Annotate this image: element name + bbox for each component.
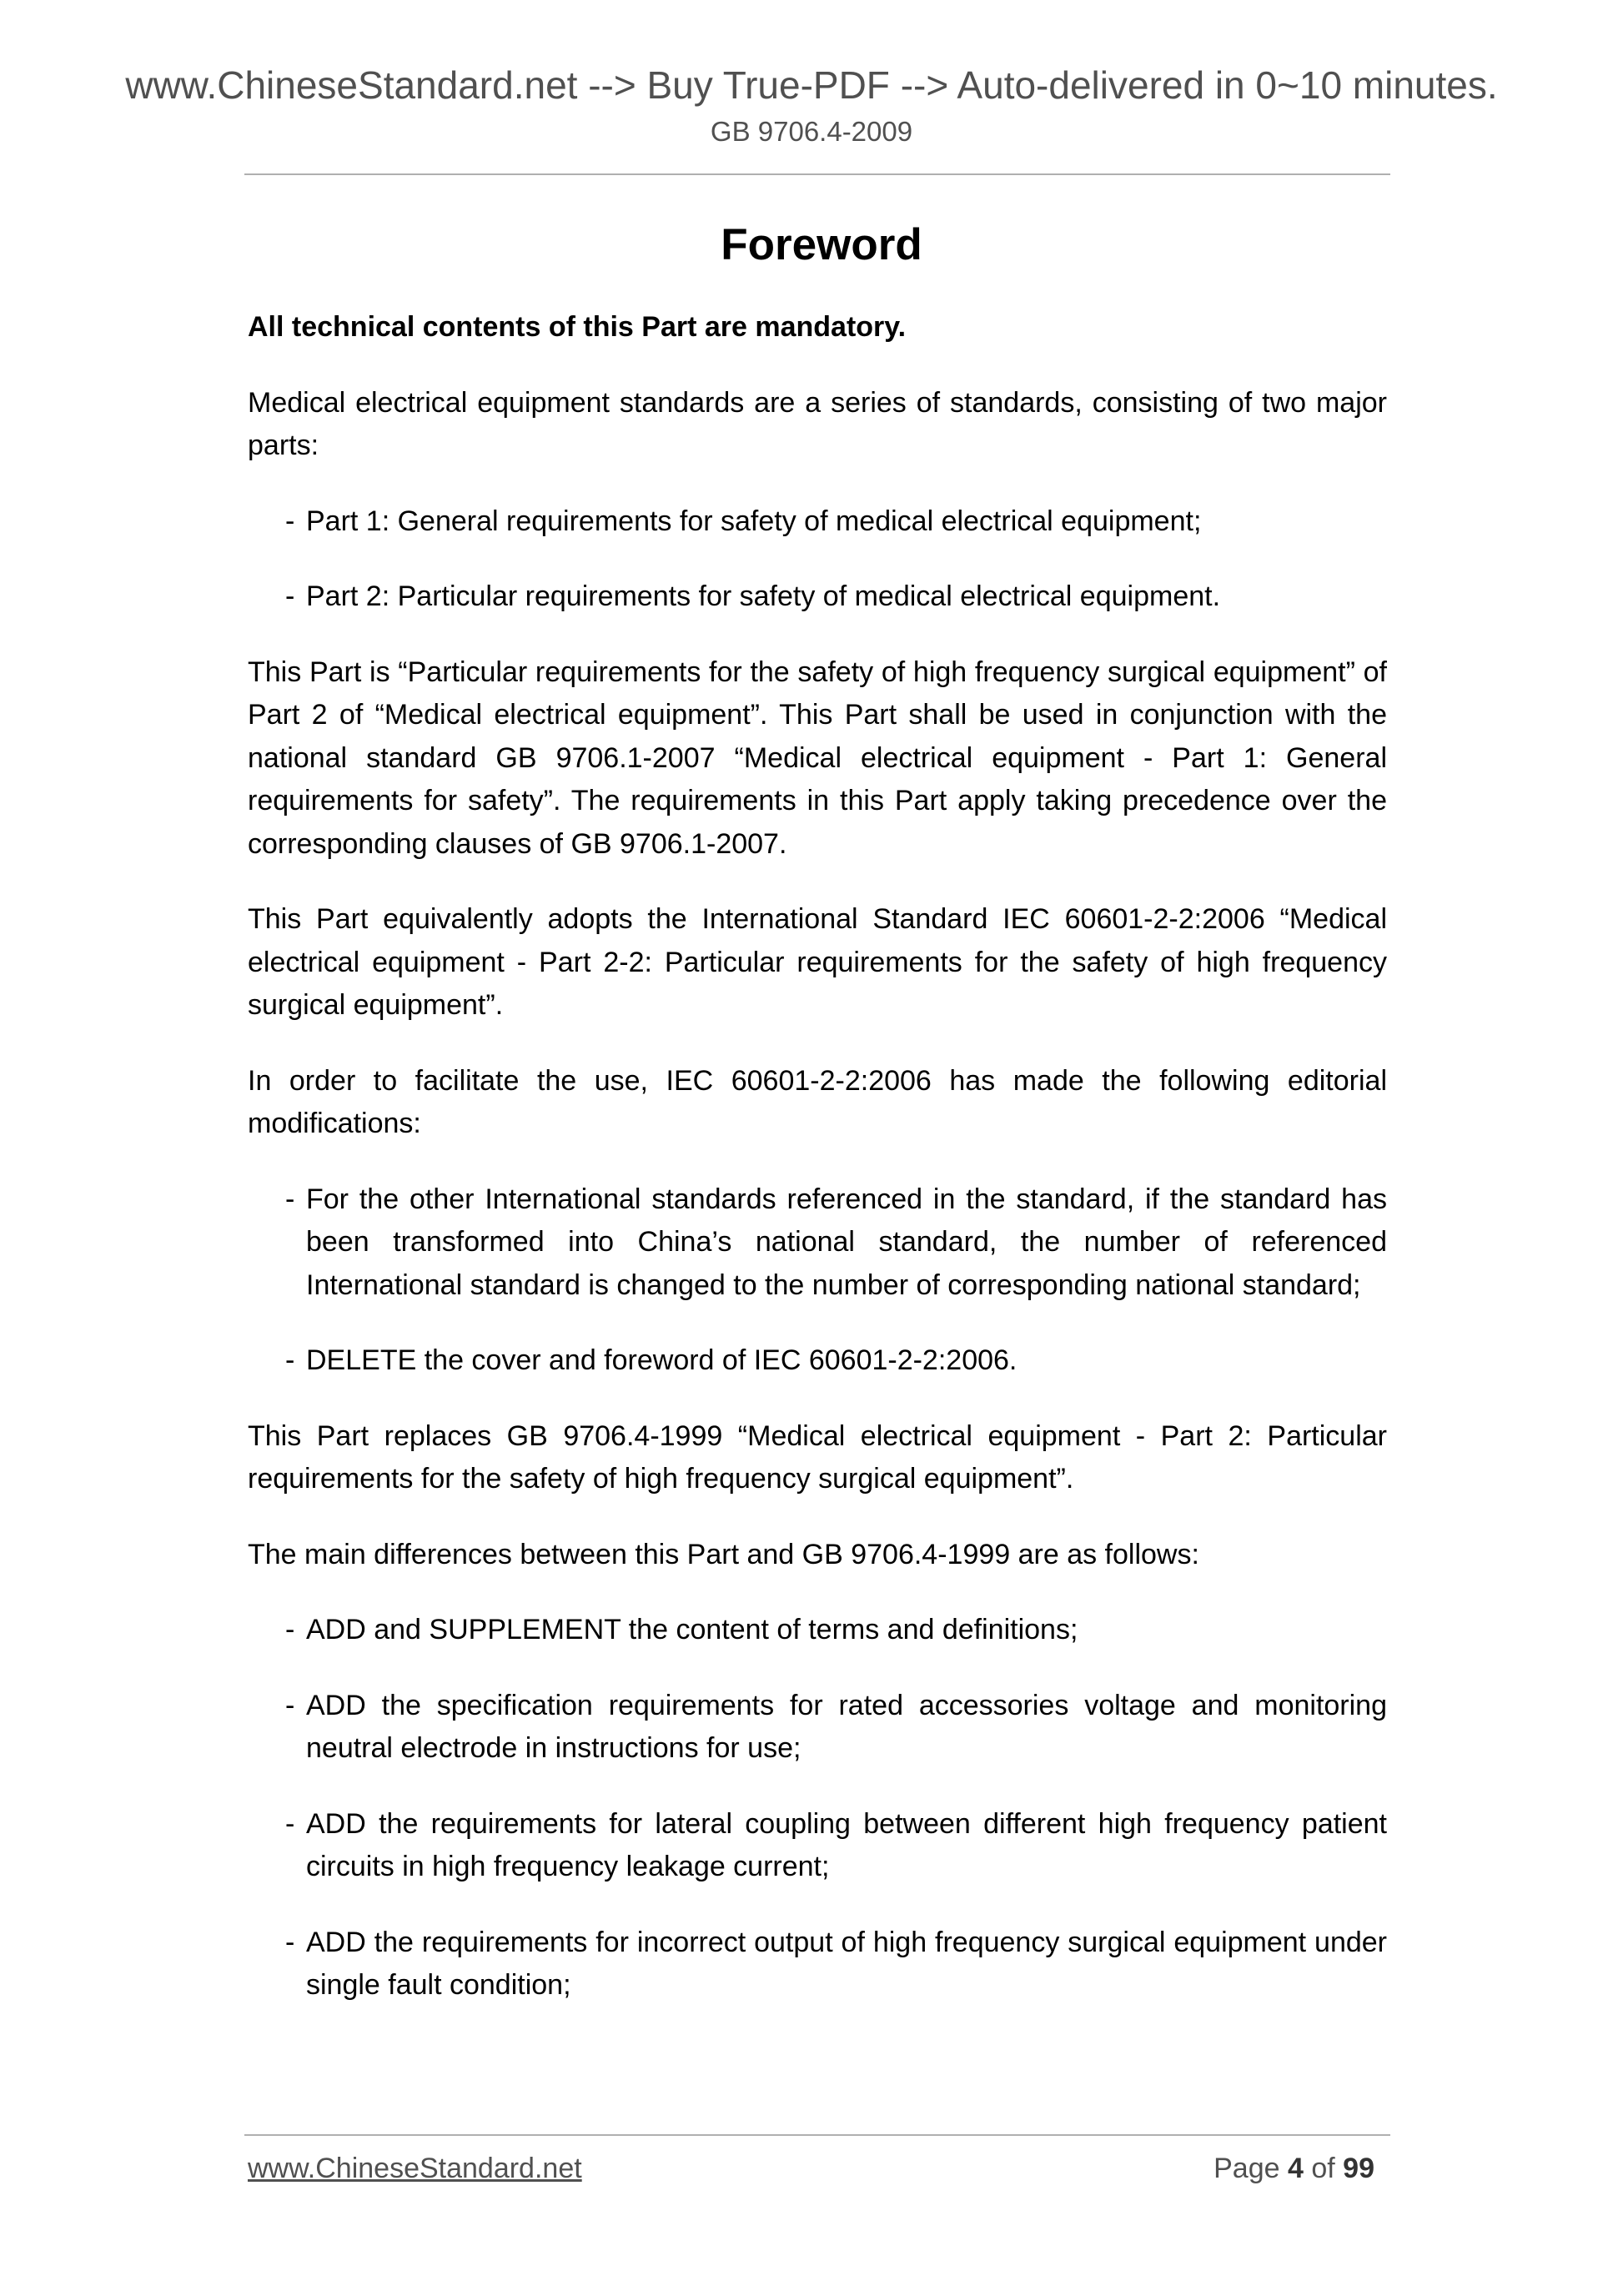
header-standard-id: GB 9706.4-2009 <box>710 116 913 147</box>
bullet-dash: - <box>285 505 295 537</box>
footer-site-link[interactable]: www.ChineseStandard.net <box>248 2153 582 2184</box>
list-item-difference-3 <box>248 1803 1387 1889</box>
bullet-dash: - <box>285 1344 295 1376</box>
list-item-text: ADD the requirements for lateral coupling between different high frequency patient circuits in high frequency leakage current; <box>306 1807 1387 1882</box>
bullet-dash: - <box>285 1614 295 1645</box>
paragraph-adoption: This Part equivalently adopts the International Standard IEC 60601-2-2:2006 “Medical electrical equipment - Part 2-2: Particular requirements for the safety of high frequency surgical equipment”. <box>248 903 1387 1021</box>
paragraph-replaces: This Part replaces GB 9706.4-1999 “Medical electrical equipment - Part 2: Particular requirements for the safety of high frequency surgical equipment”. <box>248 1419 1387 1495</box>
list-item-difference-2 <box>248 1685 1387 1771</box>
list-item-text: ADD and SUPPLEMENT the content of terms and definitions; <box>306 1614 1078 1645</box>
list-item-text: DELETE the cover and foreword of IEC 60601-2-2:2006. <box>306 1344 1018 1376</box>
paragraph-differences-intro: The main differences between this Part and GB 9706.4-1999 are as follows: <box>248 1538 1199 1570</box>
mandatory-statement: All technical contents of this Part are mandatory. <box>248 311 907 343</box>
list-item-text: Part 1: General requirements for safety of medical electrical equipment; <box>306 505 1202 537</box>
list-item-modification-2 <box>248 1339 1387 1383</box>
header-divider <box>244 173 1390 175</box>
list-item-part-2 <box>248 575 1387 619</box>
bullet-dash: - <box>285 580 295 612</box>
page-of: of <box>1311 2153 1335 2184</box>
paragraph-modifications-intro: In order to facilitate the use, IEC 60601-2-2:2006 has made the following editorial modifications: <box>248 1064 1387 1139</box>
bullet-dash: - <box>285 1689 295 1721</box>
footer-divider <box>244 2134 1390 2136</box>
paragraph-series-intro: Medical electrical equipment standards are a series of standards, consisting of two major parts: <box>248 386 1387 461</box>
page-indicator <box>1213 2150 1374 2187</box>
list-item-modification-1 <box>248 1178 1387 1308</box>
paragraph-scope: This Part is “Particular requirements for the safety of high frequency surgical equipment” of Part 2 of “Medical electrical equipment”. This Part shall be used in conjunction with the national standard GB 9706.1-2007 “Medical electrical equipment - Part 1: General requirements for safety”. The requirements in this Part apply taking precedence over the corresponding clauses of GB 9706.1-2007. <box>248 656 1387 860</box>
page-current: 4 <box>1287 2153 1304 2184</box>
list-item-text: For the other International standards referenced in the standard, if the standard has been transformed into China’s national standard, the number of referenced International standard is changed to the number of corresponding national standard; <box>306 1183 1387 1301</box>
list-item-text: Part 2: Particular requirements for safety of medical electrical equipment. <box>306 580 1221 612</box>
bullet-dash: - <box>285 1926 295 1958</box>
document-body <box>248 200 1387 2007</box>
list-item-text: ADD the requirements for incorrect output of high frequency surgical equipment under single fault condition; <box>306 1926 1387 2001</box>
bullet-dash: - <box>285 1807 295 1840</box>
list-item-difference-1 <box>248 1609 1387 1652</box>
page-title: Foreword <box>721 220 922 269</box>
list-item-text: ADD the specification requirements for rated accessories voltage and monitoring neutral electrode in instructions for use; <box>306 1689 1387 1764</box>
bullet-dash: - <box>285 1183 295 1215</box>
list-item-part-1 <box>248 500 1387 544</box>
list-item-difference-4 <box>248 1922 1387 2007</box>
page-total: 99 <box>1343 2153 1374 2184</box>
header-banner: www.ChineseStandard.net --> Buy True-PDF --> Auto-delivered in 0~10 minutes. <box>125 63 1498 107</box>
page-prefix: Page <box>1213 2153 1280 2184</box>
